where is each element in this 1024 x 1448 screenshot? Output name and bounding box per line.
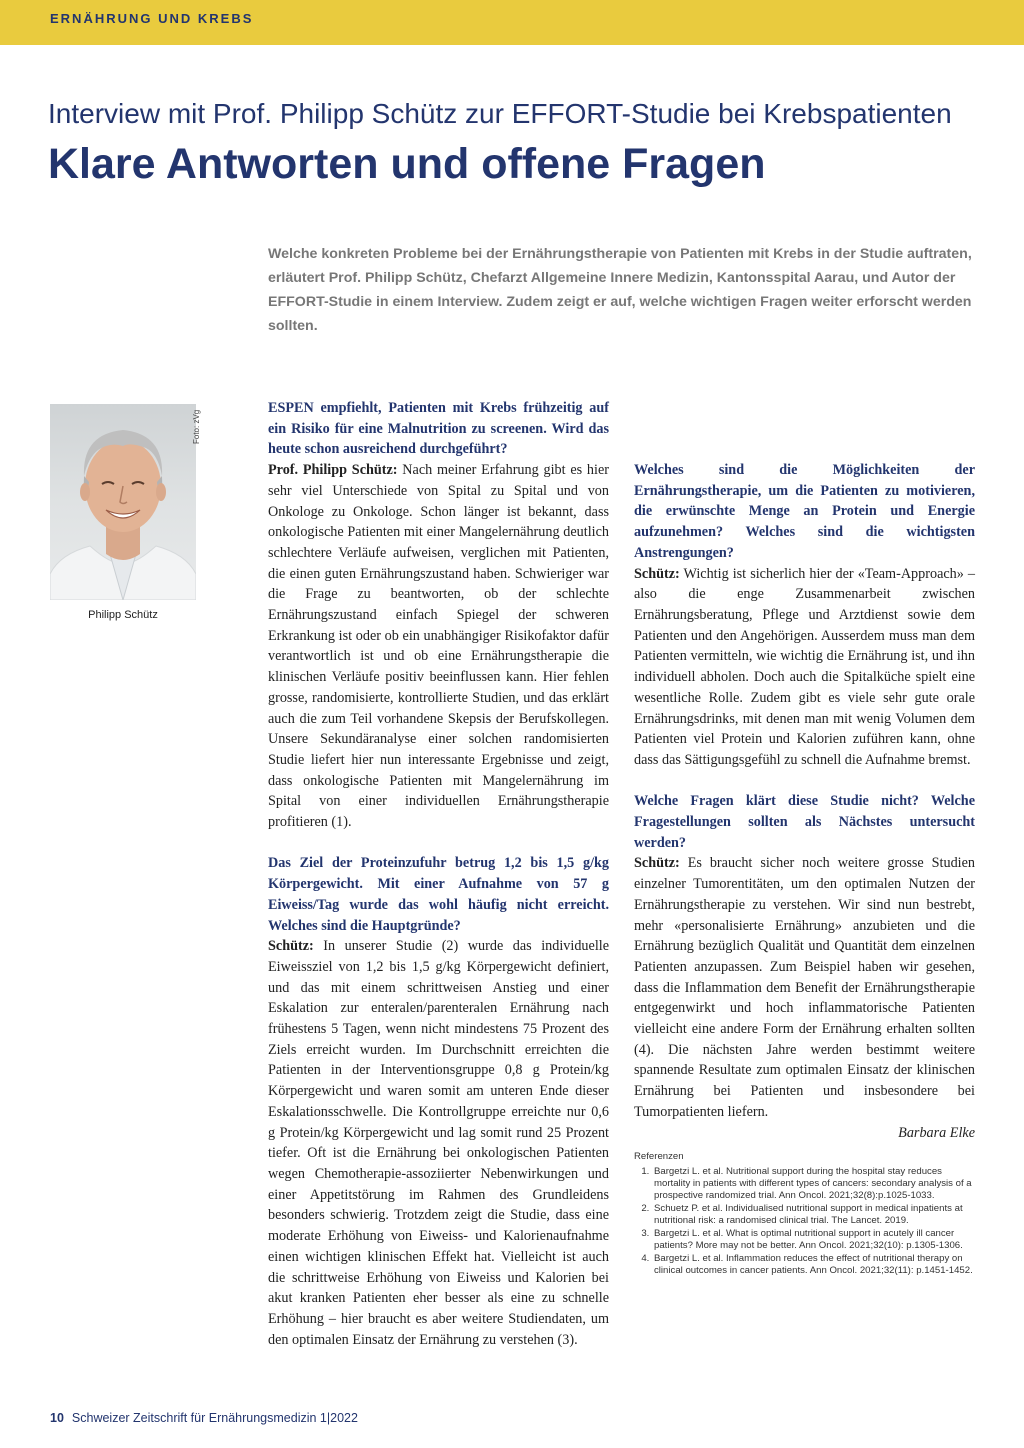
- references-heading: Referenzen: [634, 1151, 684, 1163]
- author-signature: Barbara Elke: [898, 1124, 975, 1141]
- answer-text: In unserer Studie (2) wurde das individuelle Eiweissziel von 1,2 bis 1,5 g/kg Körpergewicht definiert, und das mit einem schrittweisen Anstieg und einer Eskalation zur enteralen/parenteralen Ernährung nach frühestens 5 Tagen, wenn nicht mindestens 75 Prozent des Ziels erreicht wurden. Im Durchschnitt erreichten die Patienten in der Interventionsgruppe 0,8 g Protein/kg Körpergewicht und waren somit am unteren Ende dieser Eskalationsschwelle. Die Kontrollgruppe erreichte nur 0,6 g Protein/kg Körpergewicht und lag somit rund 25 Prozent tiefer. Oft ist die Ernährung bei onkologischen Patienten wegen Chemotherapie-assoziierter Nebenwirkungen und einer Appetitstörung im Rahmen des Grundleidens besonders schwierig. Trotzdem zeigt die Studie, dass eine moderate Erhöhung von Eiweiss- und Kalorienaufnahme einen wichtigen klinischen Effekt hat. Vielleicht ist auch die schrittweise Erhöhung von Eiweiss und Kalorien bei akut kranken Patienten eher besser als eine zu schnelle Erhöhung – hier braucht es aber weitere Studiendaten, um den optimalen Einsatz der Ernährung zu verstehen (3).: [268, 938, 610, 1348]
- question-1: ESPEN empfiehlt, Patienten mit Krebs frühzeitig auf ein Risiko für eine Malnutrition zu screenen. Wird das heute schon ausreichend durchgeführt?: [268, 400, 609, 458]
- answer-4: [634, 853, 975, 1122]
- photo-credit: Foto: zVg: [192, 409, 201, 444]
- section-bar: [0, 0, 1024, 45]
- portrait-illustration: [50, 404, 196, 600]
- article-lead: Welche konkreten Probleme bei der Ernährungstherapie von Patienten mit Krebs in der Studie auftraten, erläutert Prof. Philipp Schütz, Chefarzt Allgemeine Innere Medizin, Kantonsspital Aarau, und Autor der EFFORT-Studie in einem Interview. Zudem zeigt er auf, welche wichtigen Fragen weiter erforscht werden sollten.: [268, 246, 972, 334]
- journal-name: Schweizer Zeitschrift für Ernährungsmedizin 1|2022: [71, 1411, 358, 1425]
- question-2: Das Ziel der Proteinzufuhr betrug 1,2 bis 1,5 g/kg Körpergewicht. Mit einer Aufnahme von 57 g Eiweiss/Tag wurde das wohl häufig nicht erreicht. Welches sind die Hauptgründe?: [268, 855, 609, 934]
- answer-text: Nach meiner Erfahrung gibt es hier sehr viel Unterschiede von Spital zu Spital und von Onkologe zu Onkologe. Schon länger ist bekannt, dass onkologische Patienten mit einer Mangelernährung deutlich schlechtere Verläufe aufweisen, verglichen mit Patienten, die einen guten Ernährungszustand haben. Schwieriger war die Frage zu beantworten, ob der schlechte Ernährungszustand einfach Spiegel der schweren Erkrankung ist oder ob ein unabhängiger Risikofaktor dafür verantwortlich ist und ob eine Ernährungstherapie die klinischen Verläufe positiv beeinflussen kann. Hier fehlen grosse, randomisierte, kontrollierte Studien, und das erklärt auch die zum Teil vorhandene Skepsis der Berufskollegen. Unsere Sekundäranalyse einer solchen randomisierten Studie liefert hier nun interessante Ergebnisse und zeigt, dass onkologische Patienten mit Mangelernährung im Spital von einer individuellen Ernährungstherapie profitieren (1).: [268, 462, 609, 831]
- speaker-label: Schütz:: [634, 565, 680, 582]
- article-title: Klare Antworten und offene Fragen: [48, 140, 766, 188]
- text-column-left: [268, 398, 609, 1350]
- answer-text: Es braucht sicher noch weitere grosse Studien einzelner Tumorentitäten, um den optimalen Nutzen der Ernährungstherapie zu verstehen. Wir sind nun bestrebt, mehr «personalisierte Ernährung» anzubieten und die Ernährung bezüglich Qualität und Quantität dem einzelnen Patienten anzupassen. Zum Beispiel haben wir gesehen, dass die Inflammation dem Benefit der Ernährungstherapie entgegenwirkt und hoch inflammatorische Patienten vielleicht eine andere Form der Ernährung erhalten sollten (4). Die nächsten Jahre werden bestimmt weitere spannende Resultate zum optimalen Einsatz der klinischen Ernährung bei Patienten und insbesondere bei Tumorpatienten liefern.: [634, 855, 975, 1120]
- reference-item: 4. Bargetzi L. et al. Inflammation reduces the effect of nutritional therapy on clinical outcomes in cancer patients. Ann Oncol. 2021;32(11): p.1451-1452.: [652, 1253, 975, 1277]
- article-kicker: Interview mit Prof. Philipp Schütz zur EFFORT-Studie bei Krebspatienten: [48, 98, 952, 129]
- references: [634, 1151, 975, 1277]
- page-footer: [50, 1411, 950, 1425]
- text-column-right: [634, 398, 975, 1278]
- answer-2: [268, 936, 609, 1350]
- speaker-label: Prof. Philipp Schütz:: [268, 462, 398, 479]
- reference-item: 3. Bargetzi L. et al. What is optimal nutritional support in acutely ill cancer patients? More may not be better. Ann Oncol. 2021;32(10): p.1305-1306.: [652, 1228, 975, 1252]
- portrait-photo: [50, 404, 196, 600]
- answer-3: [634, 564, 975, 771]
- question-3: Welches sind die Möglichkeiten der Ernährungstherapie, um die Patienten zu motivieren, die erwünschte Menge an Protein und Energie aufzunehmen? Welches sind die wichtigsten Anstrengungen?: [634, 462, 975, 561]
- speaker-label: Schütz:: [634, 855, 680, 872]
- reference-item: 1. Bargetzi L. et al. Nutritional support during the hospital stay reduces mortality in patients with different types of cancers: secondary analysis of a prospective randomized trial. Ann Oncol. 2021;32(8):p.1025-1033.: [652, 1166, 975, 1202]
- reference-item: 2. Schuetz P. et al. Individualised nutritional support in medical inpatients at nutritional risk: a randomised clinical trial. The Lancet. 2019.: [652, 1203, 975, 1227]
- answer-1: [268, 460, 609, 833]
- section-label: ERNÄHRUNG UND KREBS: [50, 11, 254, 26]
- question-4: Welche Fragen klärt diese Studie nicht? Welche Fragestellungen sollten als Nächstes untersucht werden?: [634, 793, 975, 851]
- references-list: [634, 1166, 975, 1277]
- answer-text: Wichtig ist sicherlich hier der «Team-Approach» – also die enge Zusammenarbeit zwischen Ernährungsberatung, Pflege und Arztdienst sowie dem Patienten und den Angehörigen. Ausserdem muss man dem Patienten vermitteln, wie wichtig die Ernährung ist, und ihn individuell abholen. Doch auch die Spitalküche spielt eine wesentliche Rolle. Zudem gibt es viele sehr gute orale Ernährungsdrinks, mit denen man mit wenig Volumen dem Patienten viel Protein und Kalorien zuführen kann, ohne dass das Sättigungsgefühl zu schnell die Aufnahme bremst.: [634, 565, 976, 768]
- speaker-label: Schütz:: [268, 938, 314, 955]
- photo-caption: Philipp Schütz: [88, 609, 158, 621]
- page-number: 10: [50, 1411, 64, 1425]
